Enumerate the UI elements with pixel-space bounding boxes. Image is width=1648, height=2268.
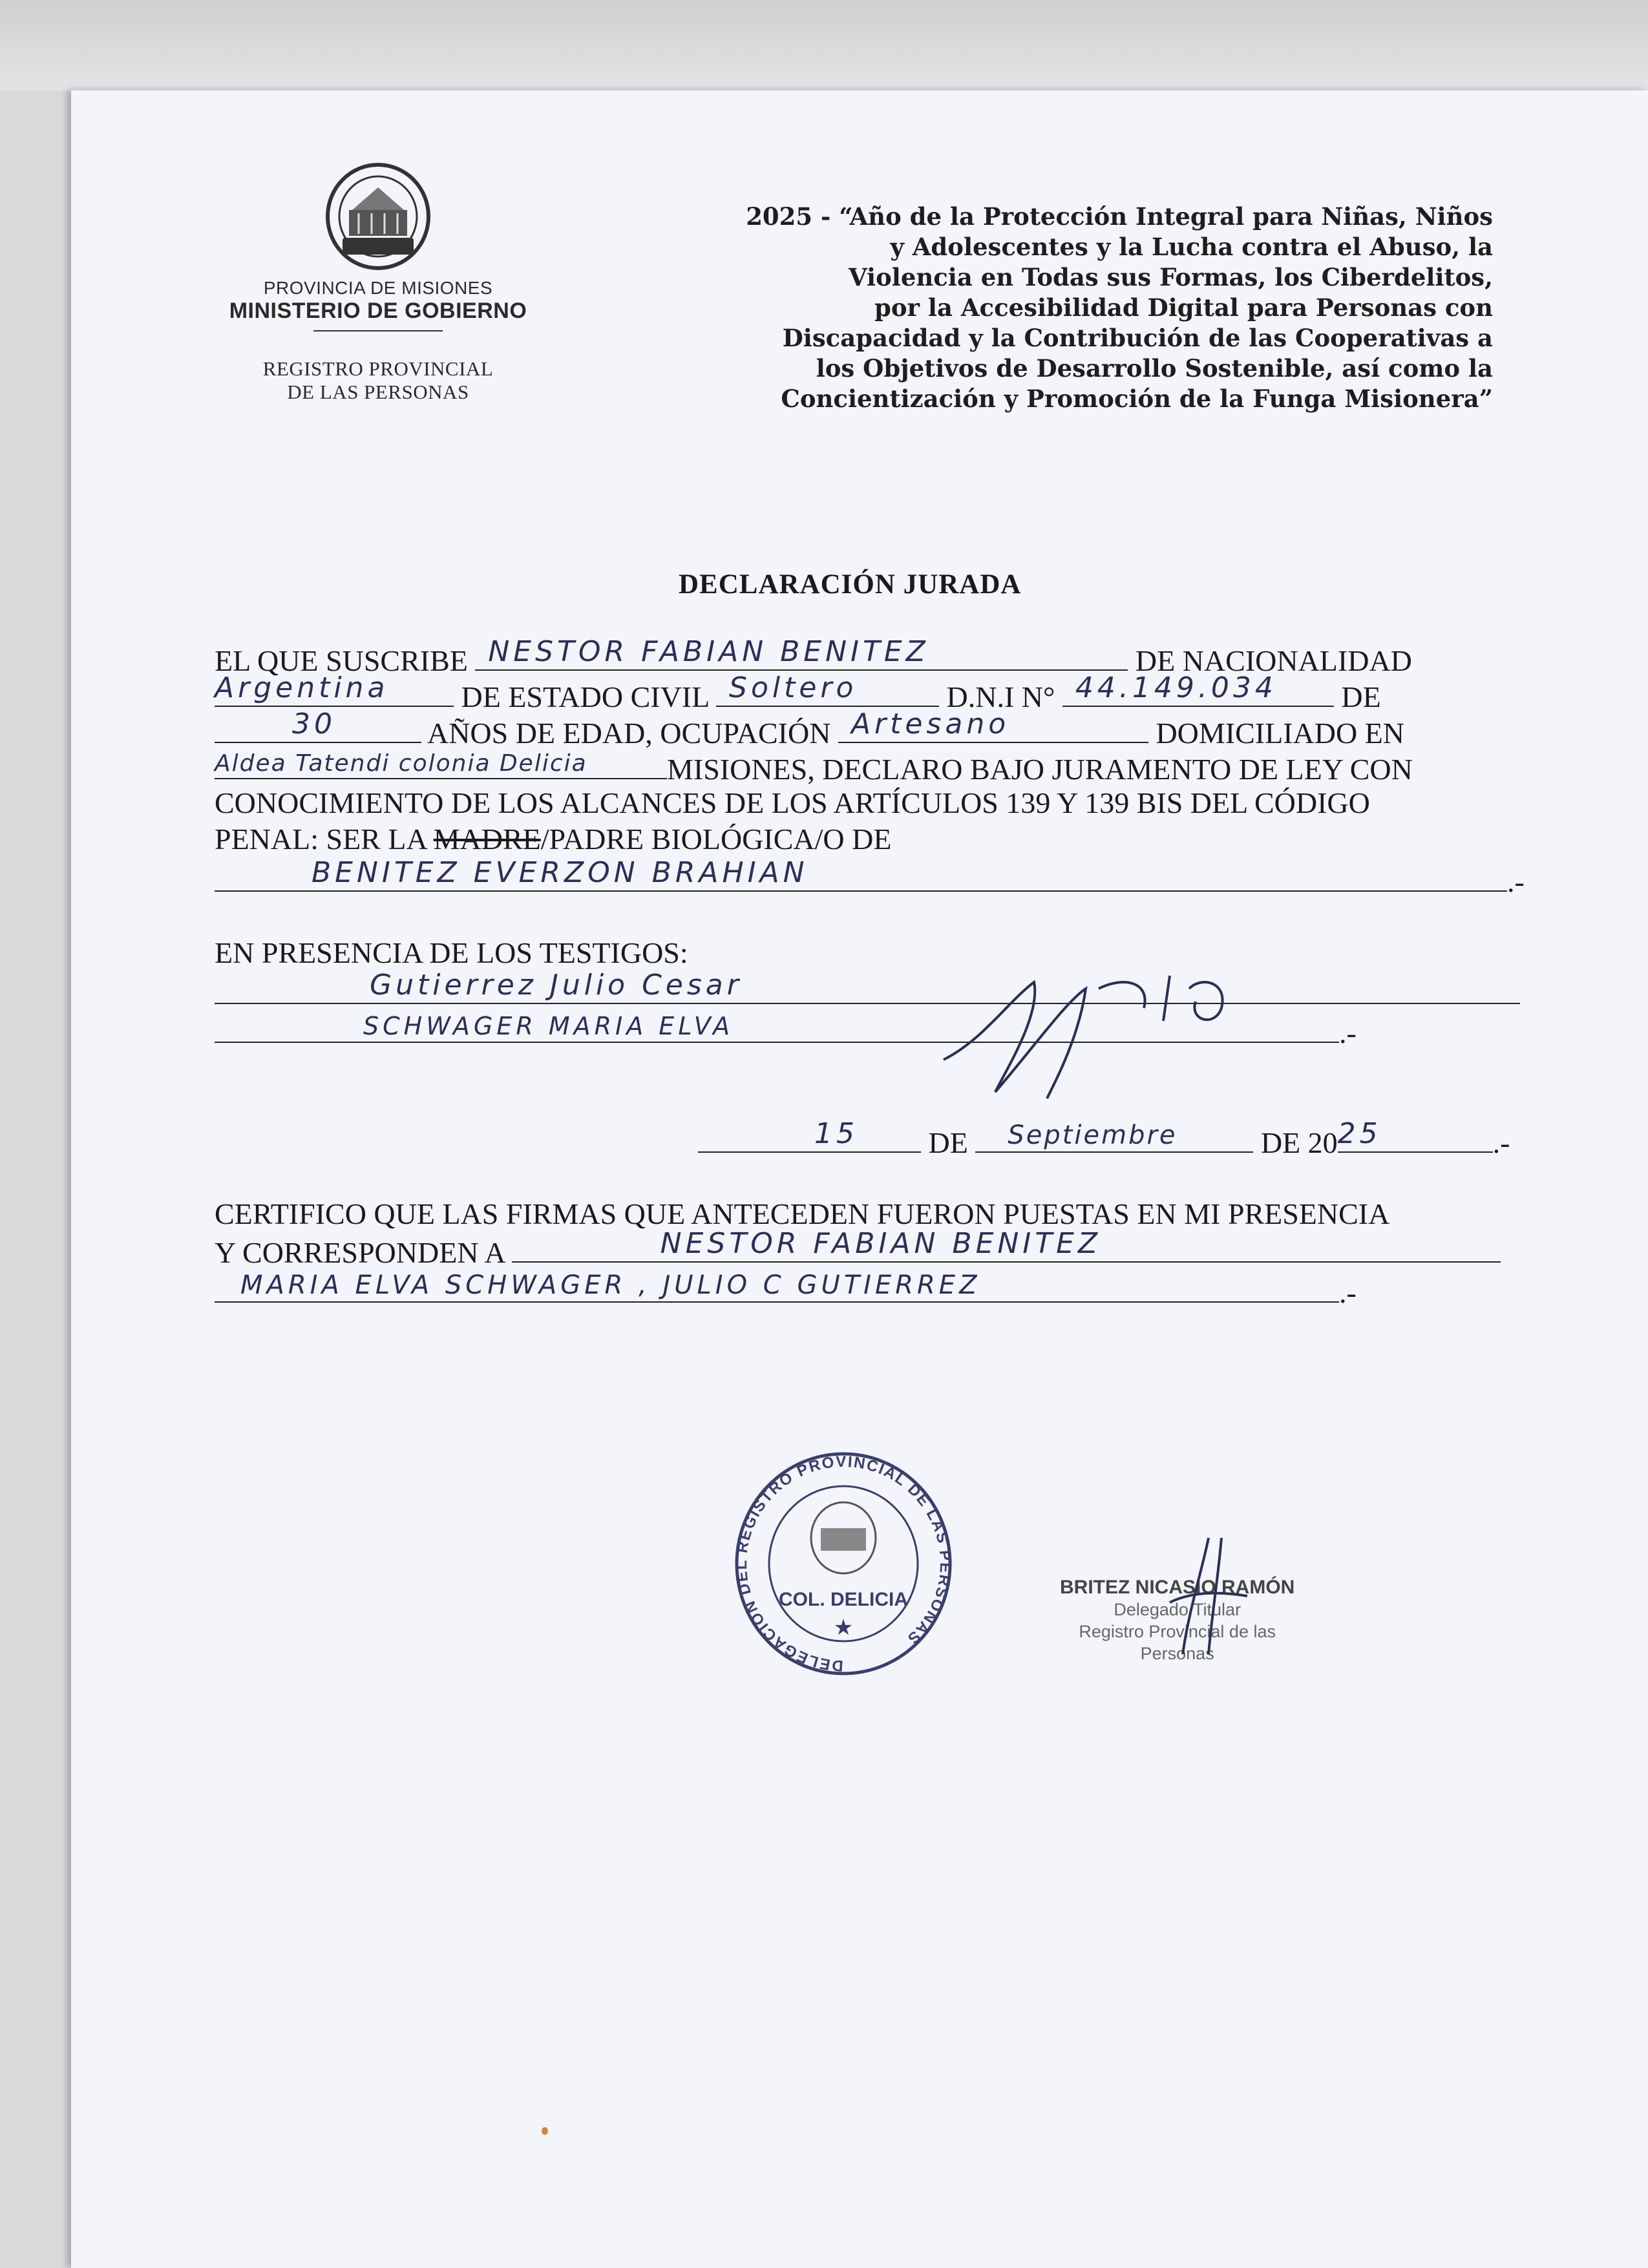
label-nacionalidad: DE NACIONALIDAD [1135, 644, 1412, 677]
handwritten-dni: 44.149.034 [1075, 671, 1277, 704]
signatory-role3: Personas [1140, 1644, 1214, 1663]
label-edad-ocupacion: AÑOS DE EDAD, OCUPACIÓN [427, 717, 831, 750]
scan-top-edge [0, 0, 1648, 90]
witness-line-1 [215, 969, 1520, 1011]
handwritten-name: NESTOR FABIAN BENITEZ [488, 635, 929, 668]
ministry-name: MINISTERIO DE GOBIERNO [229, 299, 527, 323]
year-field[interactable] [1337, 1117, 1493, 1153]
signatory-role2: Registro Provincial de las [1079, 1622, 1276, 1641]
handwritten-address: Aldea Tatendi colonia Delicia [215, 750, 587, 777]
year-motto [653, 202, 1493, 414]
cert-name-field[interactable] [512, 1227, 1501, 1263]
motto-line: Concientización y Promoción de la Funga Misionera” [781, 384, 1493, 413]
handwritten-age: 30 [292, 708, 336, 740]
nationality-field[interactable] [215, 671, 454, 707]
form-line-3 [215, 708, 1404, 750]
date-line [698, 1117, 1510, 1160]
registry-line2: DE LAS PERSONAS [287, 381, 469, 403]
handwritten-nationality: Argentina [215, 671, 389, 704]
stamp-ring-text: DELEGACION DEL REGISTRO PROVINCIAL DE LAS PERSONAS [732, 1453, 955, 1675]
dni-field[interactable] [1062, 671, 1334, 707]
certification-line-3 [215, 1270, 1357, 1310]
label-estado-civil: DE ESTADO CIVIL [461, 680, 709, 713]
label-domiciliado: DOMICILIADO EN [1156, 717, 1404, 750]
label-corresponden: Y CORRESPONDEN A [215, 1236, 505, 1269]
declaration-text: MISIONES, DECLARO BAJO JURAMENTO DE LEY CON [667, 753, 1413, 786]
month-field[interactable] [975, 1120, 1253, 1153]
certification-line-1: CERTIFICO QUE LAS FIRMAS QUE ANTECEDEN FUERON PUESTAS EN MI PRESENCIA [215, 1197, 1390, 1230]
witness1-field[interactable] [215, 969, 1520, 1004]
label-de: DE [1341, 680, 1381, 713]
witness-signature-icon [931, 963, 1267, 1105]
occupation-field[interactable] [838, 708, 1148, 743]
label-suscribe: EL QUE SUSCRIBE [215, 644, 468, 677]
handwritten-witness2: SCHWAGER MARIA ELVA [363, 1012, 734, 1040]
province-name: PROVINCIA DE MISIONES [263, 278, 493, 298]
delegation-stamp-icon [727, 1447, 960, 1680]
ministry-divider [313, 330, 443, 331]
line-end-mark: .- [1507, 865, 1525, 898]
signatory-role1: Delegado Titular [1114, 1600, 1241, 1619]
official-signature-icon [1163, 1531, 1254, 1661]
age-field[interactable] [215, 708, 421, 743]
signatory-name: BRITEZ NICASIO RAMÓN [1060, 1577, 1295, 1598]
form-line-5: CONOCIMIENTO DE LOS ALCANCES DE LOS ARTÍCULOS 139 Y 139 BIS DEL CÓDIGO [215, 786, 1370, 819]
witness-label: EN PRESENCIA DE LOS TESTIGOS: [215, 936, 688, 969]
province-emblem-icon [320, 162, 436, 271]
form-line-2 [215, 671, 1381, 714]
child-name-field[interactable] [215, 856, 1507, 892]
document-page [71, 90, 1648, 2268]
handwritten-day: 15 [814, 1117, 858, 1150]
handwritten-month: Septiembre [1008, 1120, 1178, 1150]
handwritten-year: 25 [1337, 1117, 1382, 1150]
handwritten-child-name: BENITEZ EVERZON BRAHIAN [312, 856, 808, 889]
day-field[interactable] [698, 1117, 921, 1153]
bleed-through [213, 1499, 220, 1532]
certification-line-2 [215, 1227, 1501, 1270]
address-field[interactable] [215, 750, 667, 779]
handwritten-cert-name: NESTOR FABIAN BENITEZ [660, 1227, 1102, 1260]
registry-line1: REGISTRO PROVINCIAL [262, 357, 494, 380]
label-de: DE [928, 1126, 968, 1159]
label-ser-la: PENAL: SER LA [215, 823, 427, 856]
handwritten-civil-status: Soltero [729, 671, 858, 704]
form-line-6 [215, 822, 891, 856]
name-field[interactable] [475, 635, 1128, 671]
document-title: DECLARACIÓN JURADA [679, 569, 1022, 600]
paper-speck [542, 2127, 548, 2135]
motto-line: Discapacidad y la Contribución de las Cooperativas a [782, 324, 1493, 352]
stamp-inner-text: COL. DELICIA [779, 1589, 908, 1610]
struck-madre: MADRE [433, 823, 541, 856]
cert-names-field[interactable] [215, 1270, 1339, 1303]
line-end-mark: .- [1492, 1126, 1510, 1159]
form-line-4 [215, 750, 1413, 786]
handwritten-witness1: Gutierrez Julio Cesar [370, 969, 743, 1002]
motto-line: Violencia en Todas sus Formas, los Ciberdelitos, [848, 263, 1493, 291]
label-padre-biologico: /PADRE BIOLÓGICA/O DE [540, 823, 892, 856]
line-end-mark: .- [1339, 1276, 1357, 1309]
civil-status-field[interactable] [716, 671, 939, 707]
label-dni: D.N.I N° [946, 680, 1055, 713]
ministry-header [213, 162, 543, 404]
stamp-star-icon: ★ [833, 1616, 854, 1640]
line-end-mark: .- [1339, 1016, 1357, 1049]
handwritten-occupation: Artesano [850, 708, 1010, 740]
label-de-year: DE 20 [1260, 1126, 1338, 1159]
motto-line: 2025 - “Año de la Protección Integral para Niñas, Niños [746, 202, 1493, 231]
form-line-7 [215, 856, 1525, 899]
motto-line: por la Accesibilidad Digital para Personas con [874, 293, 1493, 322]
motto-line: los Objetivos de Desarrollo Sostenible, así como la [816, 354, 1493, 383]
handwritten-cert-names: MARIA ELVA SCHWAGER , JULIO C GUTIERREZ [240, 1270, 981, 1300]
motto-line: y Adolescentes y la Lucha contra el Abuso, la [890, 233, 1493, 261]
